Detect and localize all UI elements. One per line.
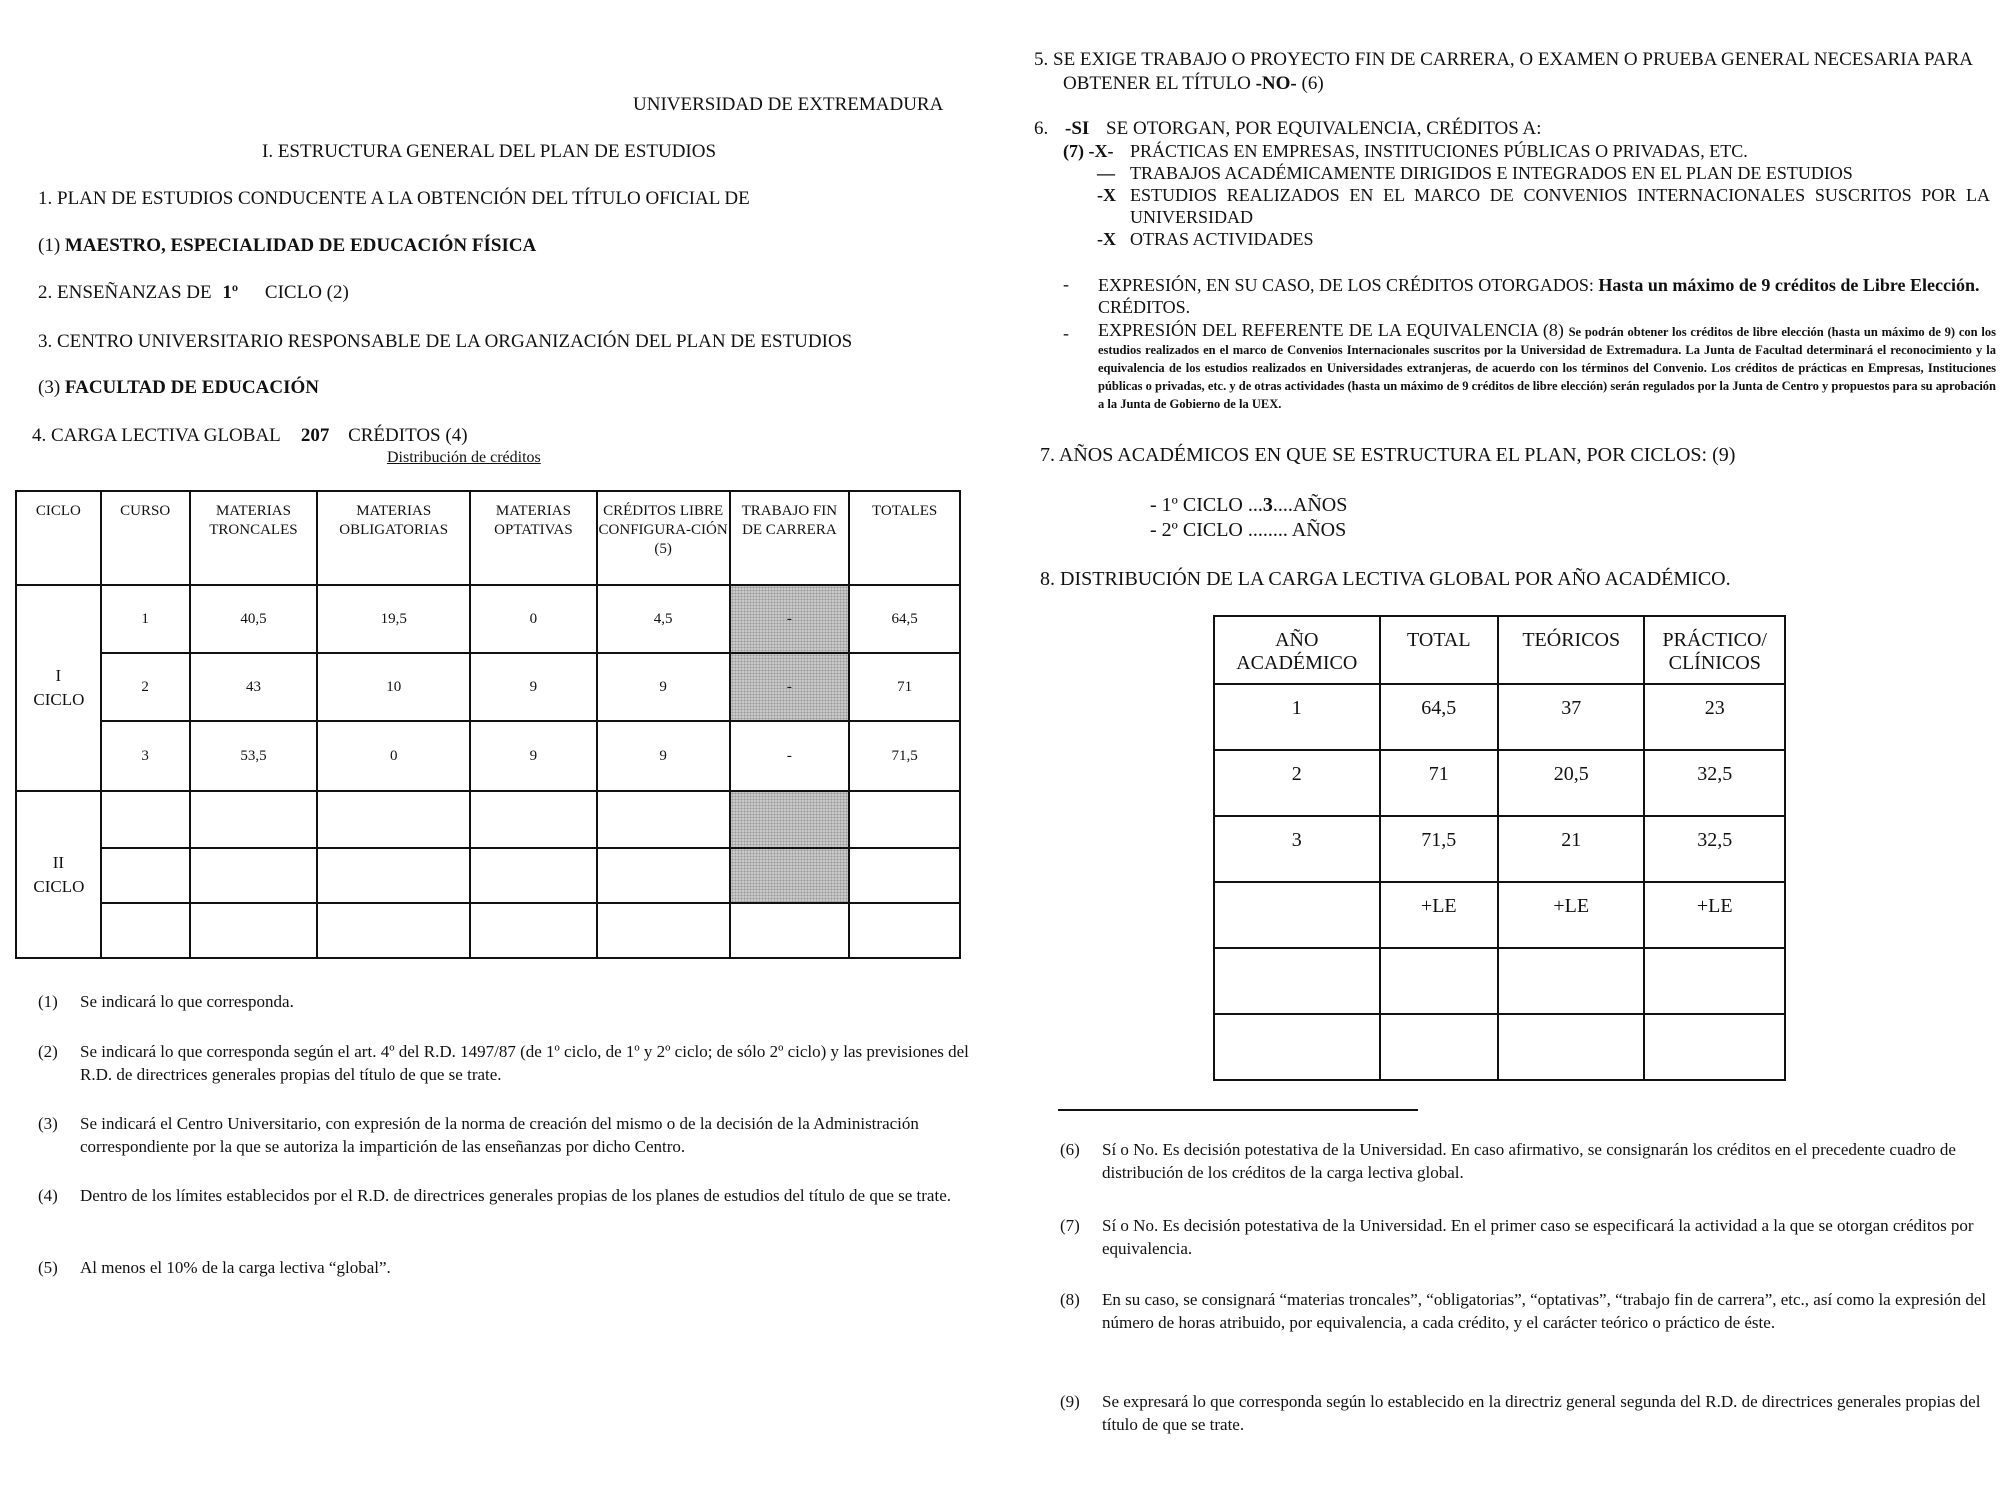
section-title: I. ESTRUCTURA GENERAL DEL PLAN DE ESTUDIOS bbox=[262, 141, 717, 162]
item-6-num: 6. bbox=[1034, 118, 1049, 139]
year-row3-ano: 3 bbox=[1214, 816, 1380, 882]
table-row bbox=[1214, 816, 1785, 882]
header-ciclo: CICLO bbox=[16, 491, 101, 585]
cycle-1-label bbox=[16, 585, 101, 791]
year-row4-ano bbox=[1214, 882, 1380, 948]
year-row1-teoricos: 37 bbox=[1498, 684, 1645, 750]
item-6-option-1-text: PRÁCTICAS EN EMPRESAS, INSTITUCIONES PÚBLICAS O PRIVADAS, ETC. bbox=[1130, 141, 1748, 161]
year-header-practicos-text: PRÁCTICO/ CLÍNICOS bbox=[1662, 629, 1767, 674]
cycle-2-label-text: II CICLO bbox=[33, 852, 85, 896]
item-6-option-1-mark: (7) -X- bbox=[1063, 141, 1114, 161]
year-row1-total: 64,5 bbox=[1380, 684, 1498, 750]
row1-obligatorias: 19,5 bbox=[317, 585, 470, 653]
item-2-suffix: CICLO (2) bbox=[264, 282, 349, 303]
year-row2-practicos: 32,5 bbox=[1644, 750, 1785, 816]
footnote-3-text: Se indicará el Centro Universitario, con expresión de la norma de creación del mismo o de la decisión de la Administración correspondiente por la que se autoriza la impartición de las enseñanzas por dicho Centro. bbox=[80, 1114, 919, 1156]
row1-trabajo: - bbox=[730, 585, 850, 653]
distribution-caption: Distribución de créditos bbox=[387, 449, 541, 466]
item-3-value-line bbox=[38, 376, 319, 400]
year-row3-total: 71,5 bbox=[1380, 816, 1498, 882]
credits-table-header bbox=[16, 491, 960, 585]
footnote-7-num: (7) bbox=[1060, 1216, 1080, 1235]
year-row1-ano: 1 bbox=[1214, 684, 1380, 750]
item-7-cycle-2: - 2º CICLO ........ AÑOS bbox=[1150, 519, 1347, 541]
item-7-cycle-1-prefix: - 1º CICLO ... bbox=[1150, 494, 1263, 516]
footnote-9-text: Se expresará lo que corresponda según lo establecido en la directriz general segunda del R.D. de directrices generales propias del título de que se trate. bbox=[1102, 1392, 1981, 1434]
item-6-option-3-text: ESTUDIOS REALIZADOS EN EL MARCO DE CONVENIOS INTERNACIONALES SUSCRITOS POR LA UNIVERSIDAD bbox=[1130, 185, 1990, 227]
row2-troncales: 43 bbox=[190, 653, 318, 721]
row1-curso: 1 bbox=[101, 585, 190, 653]
footnote-7-text: Sí o No. Es decisión potestativa de la Universidad. En el primer caso se especificará la actividad a la que se otorgan créditos por equivalencia. bbox=[1102, 1216, 1974, 1258]
expr-2 bbox=[1098, 322, 1996, 413]
table-row bbox=[16, 791, 960, 848]
header-obligatorias: MATERIAS OBLIGATORIAS bbox=[317, 491, 470, 585]
item-5-value: -NO- bbox=[1255, 73, 1297, 94]
expr-2-bullet: - bbox=[1063, 323, 1069, 343]
footnote-9-num: (9) bbox=[1060, 1392, 1080, 1411]
table-row bbox=[16, 848, 960, 903]
year-row4-total: +LE bbox=[1380, 882, 1498, 948]
item-4-value: 207 bbox=[300, 425, 330, 446]
footnote-6-num: (6) bbox=[1060, 1140, 1080, 1159]
credits-table bbox=[15, 490, 961, 959]
item-3-value: FACULTAD DE EDUCACIÓN bbox=[64, 377, 319, 398]
table-row bbox=[16, 653, 960, 721]
footnote-2-text: Se indicará lo que corresponda según el art. 4º del R.D. 1497/87 (de 1º ciclo, de 1º y 2º ciclo; de sólo 2º ciclo) y las previsiones del R.D. de directrices generales propias del título de que se trate. bbox=[80, 1042, 969, 1084]
table-row bbox=[1214, 948, 1785, 1014]
table-row bbox=[16, 585, 960, 653]
header-curso: CURSO bbox=[101, 491, 190, 585]
footnote-8-num: (8) bbox=[1060, 1290, 1080, 1309]
item-2-line bbox=[38, 281, 349, 305]
year-header-practicos bbox=[1644, 616, 1785, 684]
item-5-line-1: 5. SE EXIGE TRABAJO O PROYECTO FIN DE CARRERA, O EXAMEN O PRUEBA GENERAL NECESARIA PARA bbox=[1034, 49, 1973, 70]
row3-optativas: 9 bbox=[470, 721, 597, 791]
year-header-teoricos: TEÓRICOS bbox=[1498, 616, 1645, 684]
year-header-ano-text: AÑO ACADÉMICO bbox=[1236, 629, 1358, 674]
item-6-option-3-mark: -X bbox=[1097, 185, 1116, 205]
item-1-value-line bbox=[38, 234, 536, 258]
header-trabajo: TRABAJO FIN DE CARRERA bbox=[730, 491, 850, 585]
row2-trabajo: - bbox=[730, 653, 850, 721]
cycle-1-label-text: I CICLO bbox=[33, 666, 85, 709]
item-1-value-prefix: (1) bbox=[38, 235, 65, 256]
row2-libre: 9 bbox=[597, 653, 730, 721]
table-row bbox=[16, 903, 960, 958]
row1-optativas: 0 bbox=[470, 585, 597, 653]
item-6-option-2-mark: — bbox=[1097, 163, 1115, 183]
year-header-total: TOTAL bbox=[1380, 616, 1498, 684]
footnote-6-text: Sí o No. Es decisión potestativa de la Universidad. En caso afirmativo, se consignarán los créditos en el precedente cuadro de distribución de los créditos de la carga lectiva global. bbox=[1102, 1140, 1956, 1182]
year-row4-teoricos: +LE bbox=[1498, 882, 1645, 948]
footnote-8-text: En su caso, se consignará “materias troncales”, “obligatorias”, “optativas”, “trabajo fin de carrera”, etc., así como la expresión del número de horas atribuido, por equivalencia, a cada crédito, y el carácter teórico o práctico de éste. bbox=[1102, 1290, 1987, 1332]
footnote-2-num: (2) bbox=[38, 1042, 58, 1061]
year-row3-teoricos: 21 bbox=[1498, 816, 1645, 882]
footnote-5-text: Al menos el 10% de la carga lectiva “global”. bbox=[80, 1258, 391, 1277]
year-row3-practicos: 32,5 bbox=[1644, 816, 1785, 882]
item-5-suffix: (6) bbox=[1301, 73, 1324, 94]
item-6-option-4-mark: -X bbox=[1097, 229, 1116, 249]
item-4-suffix: CRÉDITOS (4) bbox=[348, 425, 468, 446]
table-row bbox=[1214, 684, 1785, 750]
table-row bbox=[1214, 1014, 1785, 1080]
expr-1-label: EXPRESIÓN, EN SU CASO, DE LOS CRÉDITOS OTORGADOS: bbox=[1098, 275, 1594, 295]
year-row2-teoricos: 20,5 bbox=[1498, 750, 1645, 816]
item-6-line bbox=[1034, 117, 1542, 141]
item-7: 7. AÑOS ACADÉMICOS EN QUE SE ESTRUCTURA EL PLAN, POR CICLOS: (9) bbox=[1040, 444, 1736, 466]
expr-2-value: Se podrán obtener los créditos de libre elección (hasta un máximo de 9) con los estudios realizados en el marco de Convenios Internacionales suscritos por la Universidad de Extremadura. La Junta de Facultad determinará el reconocimiento y la equivalencia de los estudios realizados en Universidades extranjeras, de acuerdo con los términos del Convenio. Los créditos de prácticas en Empresas, Instituciones públicas o privadas, etc. y de otras actividades (hasta un máximo de 9 créditos de libre elección) serán regulados por la Junta de Centro y propuestos para su aprobación a la Junta de Gobierno de la UEX. bbox=[1098, 325, 1996, 411]
year-row4-practicos: +LE bbox=[1644, 882, 1785, 948]
year-header-ano bbox=[1214, 616, 1380, 684]
item-7-cycle-1 bbox=[1150, 493, 1347, 517]
row1-totales: 64,5 bbox=[849, 585, 960, 653]
row3-libre: 9 bbox=[597, 721, 730, 791]
table-row bbox=[16, 721, 960, 791]
table-row bbox=[1214, 750, 1785, 816]
table-row bbox=[1214, 882, 1785, 948]
year-distribution-table bbox=[1213, 615, 1786, 1081]
row3-totales: 71,5 bbox=[849, 721, 960, 791]
row3-troncales: 53,5 bbox=[190, 721, 318, 791]
item-6-option-2-text: TRABAJOS ACADÉMICAMENTE DIRIGIDOS E INTEGRADOS EN EL PLAN DE ESTUDIOS bbox=[1130, 163, 1853, 183]
row2-totales: 71 bbox=[849, 653, 960, 721]
item-6-option-2 bbox=[1063, 162, 1993, 184]
footnote-4-num: (4) bbox=[38, 1186, 58, 1205]
footnote-4-text: Dentro de los límites establecidos por el R.D. de directrices generales propias de los planes de estudios del título de que se trate. bbox=[80, 1186, 952, 1205]
item-6-text: SE OTORGAN, POR EQUIVALENCIA, CRÉDITOS A: bbox=[1106, 118, 1542, 139]
row3-curso: 3 bbox=[101, 721, 190, 791]
cycle-2-label bbox=[16, 791, 101, 958]
footnote-1-num: (1) bbox=[38, 992, 58, 1011]
item-2-prefix: 2. ENSEÑANZAS DE bbox=[38, 282, 212, 303]
expr-1-tail: CRÉDITOS. bbox=[1098, 297, 1191, 317]
year-row2-total: 71 bbox=[1380, 750, 1498, 816]
footnote-3-num: (3) bbox=[38, 1114, 58, 1133]
row2-curso: 2 bbox=[101, 653, 190, 721]
header-totales: TOTALES bbox=[849, 491, 960, 585]
item-2-value: 1º bbox=[222, 282, 239, 303]
row3-trabajo: - bbox=[730, 721, 850, 791]
year-row2-ano: 2 bbox=[1214, 750, 1380, 816]
item-8: 8. DISTRIBUCIÓN DE LA CARGA LECTIVA GLOBAL POR AÑO ACADÉMICO. bbox=[1040, 568, 1731, 590]
item-4-line bbox=[32, 424, 468, 448]
row2-optativas: 9 bbox=[470, 653, 597, 721]
item-6-option-4-text: OTRAS ACTIVIDADES bbox=[1130, 229, 1314, 249]
year-row1-practicos: 23 bbox=[1644, 684, 1785, 750]
item-6-options bbox=[1063, 140, 1993, 250]
university-name: UNIVERSIDAD DE EXTREMADURA bbox=[633, 94, 944, 115]
expr-1-bullet: - bbox=[1063, 274, 1069, 294]
item-7-cycle-1-value: 3 bbox=[1262, 494, 1273, 516]
year-table-header bbox=[1214, 616, 1785, 684]
item-6-option-3 bbox=[1063, 184, 1993, 228]
row3-obligatorias: 0 bbox=[317, 721, 470, 791]
header-optativas: MATERIAS OPTATIVAS bbox=[470, 491, 597, 585]
item-6-option-1 bbox=[1063, 140, 1993, 162]
item-6-option-4 bbox=[1063, 228, 1993, 250]
item-1-value: MAESTRO, ESPECIALIDAD DE EDUCACIÓN FÍSICA bbox=[64, 235, 537, 256]
header-troncales: MATERIAS TRONCALES bbox=[190, 491, 318, 585]
expr-1 bbox=[1098, 274, 1996, 318]
row1-libre: 4,5 bbox=[597, 585, 730, 653]
expr-1-value: Hasta un máximo de 9 créditos de Libre Elección. bbox=[1598, 275, 1980, 295]
item-3-label: 3. CENTRO UNIVERSITARIO RESPONSABLE DE LA ORGANIZACIÓN DEL PLAN DE ESTUDIOS bbox=[38, 331, 853, 352]
footnote-separator bbox=[1058, 1109, 1418, 1111]
item-5-prefix: OBTENER EL TÍTULO bbox=[1063, 73, 1251, 94]
row1-troncales: 40,5 bbox=[190, 585, 318, 653]
item-1-label: 1. PLAN DE ESTUDIOS CONDUCENTE A LA OBTENCIÓN DEL TÍTULO OFICIAL DE bbox=[38, 188, 750, 209]
item-6-mark: -SI bbox=[1065, 118, 1090, 139]
row2-obligatorias: 10 bbox=[317, 653, 470, 721]
item-7-cycle-1-suffix: ....AÑOS bbox=[1272, 494, 1348, 516]
expr-2-label: EXPRESIÓN DEL REFERENTE DE LA EQUIVALENCIA (8) bbox=[1098, 320, 1564, 340]
item-3-value-prefix: (3) bbox=[38, 377, 65, 398]
footnote-5-num: (5) bbox=[38, 1258, 58, 1277]
footnote-1-text: Se indicará lo que corresponda. bbox=[80, 992, 294, 1011]
item-5-line-2 bbox=[1063, 72, 1324, 96]
header-libre: CRÉDITOS LIBRE CONFIGURA-CIÓN (5) bbox=[597, 491, 730, 585]
item-4-prefix: 4. CARGA LECTIVA GLOBAL bbox=[32, 425, 281, 446]
